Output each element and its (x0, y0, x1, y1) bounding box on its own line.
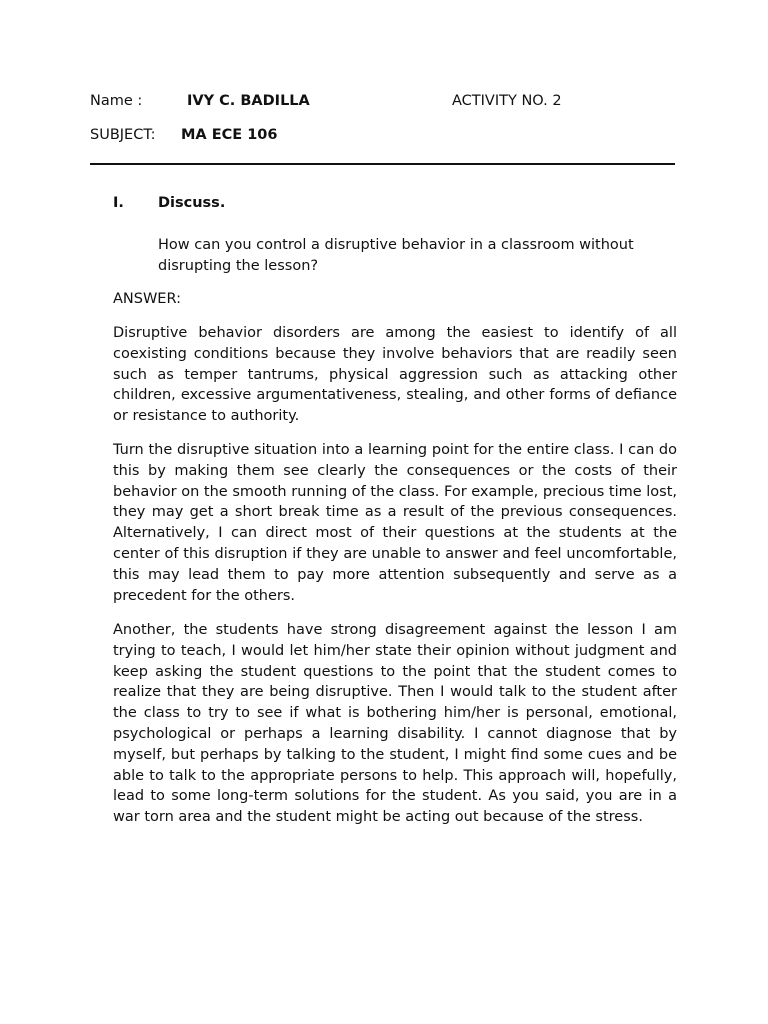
student-name: IVY C. BADILLA (187, 93, 310, 109)
section-title: Discuss. (158, 195, 226, 211)
name-label: Name : (90, 93, 143, 109)
answer-paragraph: Turn the disruptive situation into a learning point for the entire class. I can do this by making them see clearly the consequences or the costs of their behavior on the smooth running of the class. For example, precious time lost, they may get a short break time as a result of the previous consequences. Alternatively, I can direct most of their questions at the students at the center of this disruption if they are unable to answer and feel uncomfortable, this may lead them to pay more attention subsequently and serve as a precedent for the others. (113, 442, 678, 604)
section-number: I. (113, 195, 124, 211)
subject-label: SUBJECT: (90, 127, 156, 143)
activity-number: ACTIVITY NO. 2 (452, 93, 562, 109)
header-divider (90, 163, 675, 165)
answer-paragraph: Another, the students have strong disagreement against the lesson I am trying to teach, I would let him/her state their opinion without judgment and keep asking the student questions to the point that the student comes to realize that they are being disruptive. Then I would talk to the student after the class to try to see if what is bothering him/her is personal, emotional, psychological or perhaps a learning disability. I cannot diagnose that by myself, but perhaps by talking to the student, I might find some cues and be able to talk to the appropriate persons to help. This approach will, hopefully, lead to some long-term solutions for the student. As you said, you are in a war torn area and the student might be acting out because of the stress. (113, 622, 677, 826)
answer-paragraph: Disruptive behavior disorders are among the easiest to identify of all coexisting conditions because they involve behaviors that are readily seen such as temper tantrums, physical aggression such as attacking other children, excessive argumentativeness, stealing, and other forms of defiance or resistance to authority. (113, 325, 677, 425)
answer-label: ANSWER: (113, 291, 181, 307)
subject-value: MA ECE 106 (181, 127, 278, 143)
discussion-question: How can you control a disruptive behavior in a classroom without disrupting the lesson? (158, 237, 634, 274)
